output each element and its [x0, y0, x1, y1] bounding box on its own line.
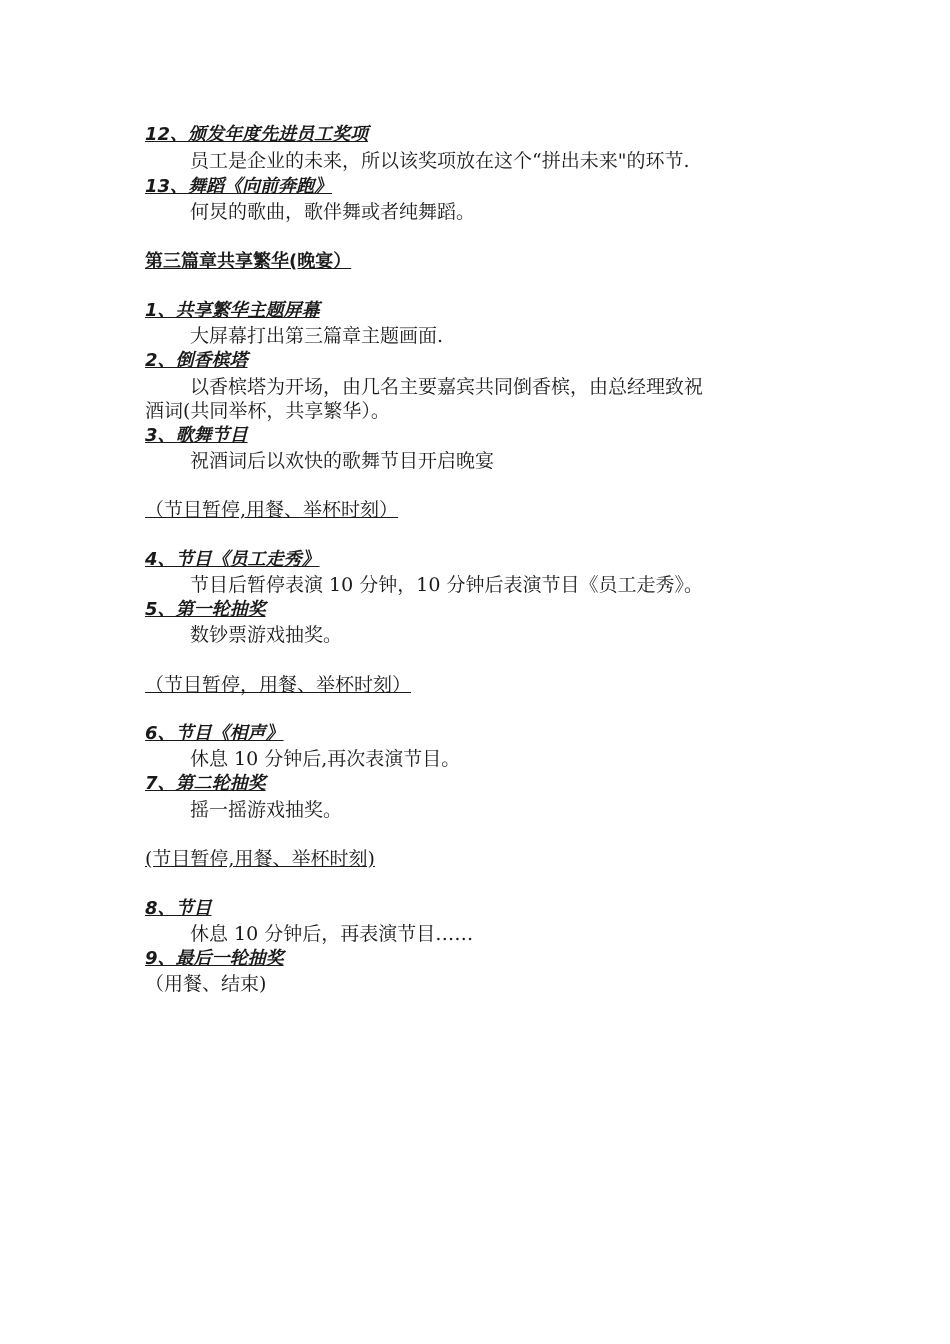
item-heading: 13、舞蹈《向前奔跑》	[145, 176, 333, 197]
item-description-continued: 酒词(共同举杯，共享繁华）。	[145, 400, 390, 422]
item-description: 以香槟塔为开场，由几名主要嘉宾共同倒香槟，由总经理致祝	[190, 376, 704, 398]
item-description: 何炅的歌曲，歌伴舞或者纯舞蹈。	[190, 201, 476, 223]
pause-note: (节目暂停,用餐、举杯时刻)	[145, 848, 375, 870]
item-description: 数钞票游戏抽奖。	[190, 624, 343, 646]
item-heading: 8、节目	[145, 898, 212, 919]
item-description: 员工是企业的未来，所以该奖项放在这个“拼出未来"的环节.	[190, 150, 690, 172]
item-heading: 5、第一轮抽奖	[145, 599, 266, 620]
item-heading: 6、节目《相声》	[145, 723, 284, 744]
item-heading: 3、歌舞节目	[145, 425, 248, 446]
item-heading: 9、最后一轮抽奖	[145, 948, 284, 969]
item-description: 节目后暂停表演 10 分钟，10 分钟后表演节目《员工走秀》。	[190, 574, 703, 596]
pause-note: （节目暂停，用餐、举杯时刻）	[145, 674, 412, 696]
item-heading: 1、共享繁华主题屏幕	[145, 300, 320, 321]
item-description: 休息 10 分钟后,再次表演节目。	[190, 748, 461, 770]
item-description: 休息 10 分钟后，再表演节目……	[190, 923, 474, 945]
chapter-title: 第三篇章共享繁华(晚宴）	[145, 251, 352, 272]
item-heading: 12、颁发年度先进员工奖项	[145, 124, 369, 145]
item-description: 大屏幕打出第三篇章主题画面.	[190, 325, 444, 347]
item-heading: 4、节目《员工走秀》	[145, 549, 320, 570]
closing-note: （用餐、结束)	[145, 973, 267, 995]
item-description: 摇一摇游戏抽奖。	[190, 799, 343, 821]
item-heading: 7、第二轮抽奖	[145, 773, 266, 794]
item-description: 祝酒词后以欢快的歌舞节目开启晚宴	[190, 450, 495, 472]
item-heading: 2、倒香槟塔	[145, 350, 248, 371]
pause-note: （节目暂停,用餐、举杯时刻）	[145, 499, 399, 521]
